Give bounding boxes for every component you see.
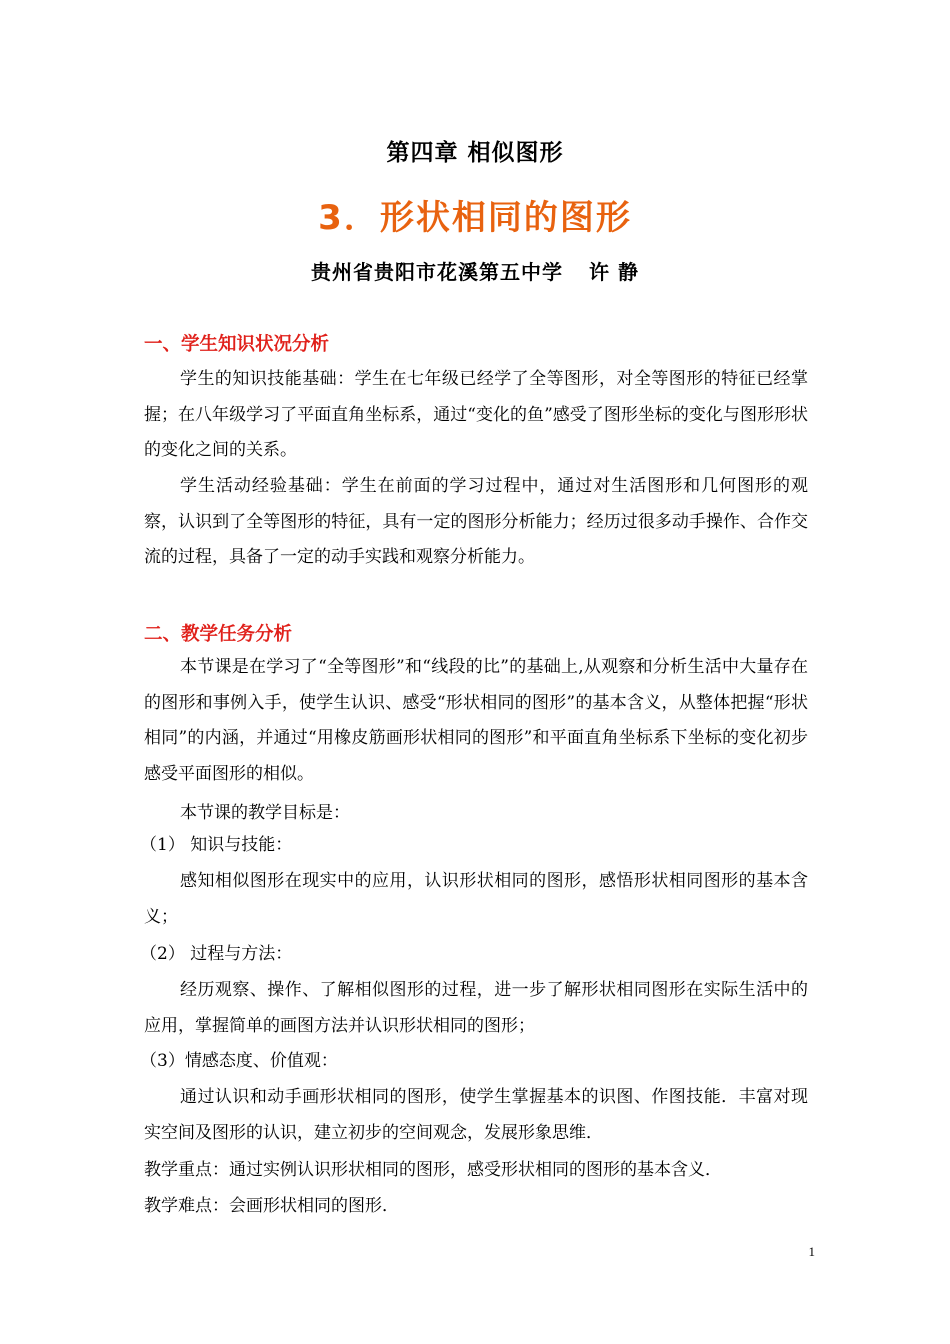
author-school: 贵州省贵阳市花溪第五中学 — [311, 260, 564, 284]
goal-1-label: （1） 知识与技能： — [140, 835, 293, 855]
page-number: 1 — [808, 1244, 815, 1259]
goal-3-label: （3）情感态度、价值观： — [140, 1051, 338, 1071]
goal-3-text: 通过认识和动手画形状相同的图形，使学生掌握基本的识图、作图技能．丰富对现实空间及图形的认识，建立初步的空间观念，发展形象思维． — [144, 1087, 808, 1143]
section-heading-1: 一、学生知识状况分析 — [144, 334, 330, 355]
section-heading-2: 二、教学任务分析 — [144, 624, 293, 645]
section2-paragraph-1: 本节课是在学习了“全等图形”和“线段的比”的基础上,从观察和分析生活中大量存在的图形和事例入手，使学生认识、感受“形状相同的图形”的基本含义，从整体把握“形状相同”的内涵，并通过“用橡皮筋画形状相同的图形”和平面直角坐标系下坐标的变化初步感受平面图形的相似。 — [144, 657, 808, 784]
goals-intro: 本节课的教学目标是： — [180, 803, 350, 823]
difficulty-point: 教学难点：会画形状相同的图形． — [144, 1196, 399, 1216]
chapter-title: 第四章 相似图形 — [386, 140, 564, 166]
section1-paragraph-2: 学生活动经验基础：学生在前面的学习过程中，通过对生活图形和几何图形的观察，认识到了全等图形的特征，具有一定的图形分析能力；经历过很多动手操作、合作交流的过程，具备了一定的动手实践和观察分析能力。 — [144, 476, 808, 567]
key-point: 教学重点：通过实例认识形状相同的图形，感受形状相同的图形的基本含义． — [144, 1160, 722, 1180]
author-name: 许 静 — [589, 260, 639, 284]
goal-2-label: （2） 过程与方法： — [140, 944, 293, 964]
author-line — [0, 256, 950, 285]
section1-paragraph-1: 学生的知识技能基础：学生在七年级已经学了全等图形，对全等图形的特征已经掌握；在八年级学习了平面直角坐标系，通过“变化的鱼”感受了图形坐标的变化与图形形状的变化之间的关系。 — [144, 369, 808, 460]
goal-1-text: 感知相似图形在现实中的应用，认识形状相同的图形，感悟形状相同图形的基本含义； — [144, 871, 808, 927]
lesson-title: 3．形状相同的图形 — [318, 198, 632, 238]
goal-2-text: 经历观察、操作、了解相似图形的过程，进一步了解形状相同图形在实际生活中的应用，掌握简单的画图方法并认识形状相同的图形； — [144, 980, 808, 1036]
